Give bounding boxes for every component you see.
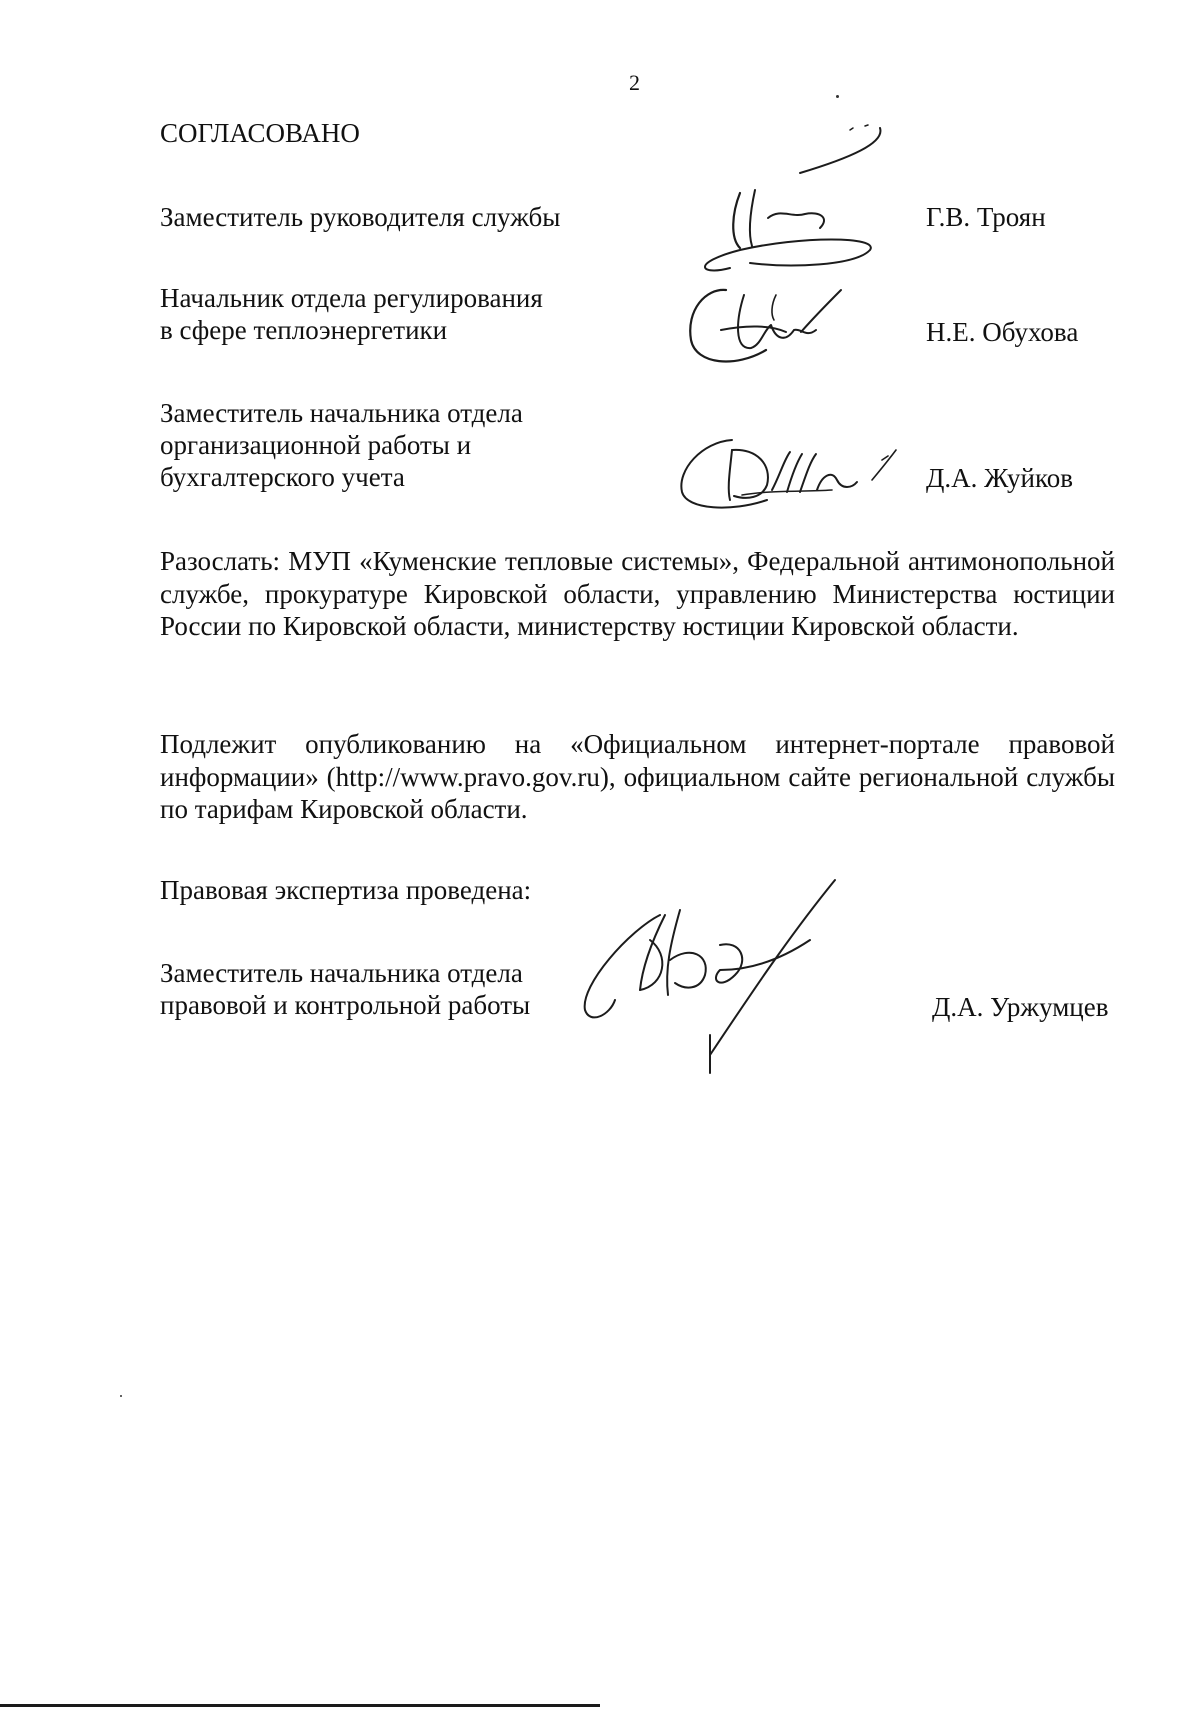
signature-urzhumtsev (570, 875, 850, 1075)
approver-2-name: Н.Е. Обухова (926, 317, 1079, 347)
approver-2-position (160, 282, 543, 346)
scan-bottom-border (0, 1704, 600, 1707)
legal-reviewer-position (160, 957, 530, 1021)
approver-3-name: Д.А. Жуйков (926, 463, 1073, 493)
approver-3-position-line-3: бухгалтерского учета (160, 462, 405, 492)
signature-troyan (680, 118, 910, 288)
approver-2-position-line-2: в сфере теплоэнергетики (160, 315, 448, 345)
scan-speck (120, 1395, 122, 1397)
legal-reviewer-name: Д.А. Уржумцев (932, 992, 1109, 1022)
scan-speck (836, 95, 839, 98)
publication-paragraph: Подлежит опубликованию на «Официальном интернет-портале правовой информации» (http://www.pravo.gov.ru), официальном сайте региональной службы по тарифам Кировской области. (160, 729, 1115, 824)
signature-obukhova (676, 270, 856, 380)
page-number: 2 (629, 70, 640, 95)
approver-3-position (160, 397, 523, 493)
approver-1-position-line: Заместитель руководителя службы (160, 202, 561, 232)
approver-2-position-line-1: Начальник отдела регулирования (160, 283, 543, 313)
approver-1-position (160, 201, 560, 233)
approver-3-position-line-1: Заместитель начальника отдела (160, 398, 523, 428)
signature-zhuikov (672, 430, 912, 520)
legal-review-title: Правовая экспертиза проведена: (160, 875, 532, 905)
approver-3-position-line-2: организационной работы и (160, 430, 472, 460)
approver-1-name: Г.В. Троян (926, 202, 1046, 232)
legal-reviewer-position-line-1: Заместитель начальника отдела (160, 958, 523, 988)
legal-reviewer-position-line-2: правовой и контрольной работы (160, 990, 531, 1020)
approval-heading: СОГЛАСОВАНО (160, 118, 360, 148)
distribution-paragraph: Разослать: МУП «Куменские тепловые системы», Федеральной антимонопольной службе, прокуратуре Кировской области, управлению Министерства юстиции России по Кировской области, министерству юстиции Кировской области. (160, 546, 1115, 641)
